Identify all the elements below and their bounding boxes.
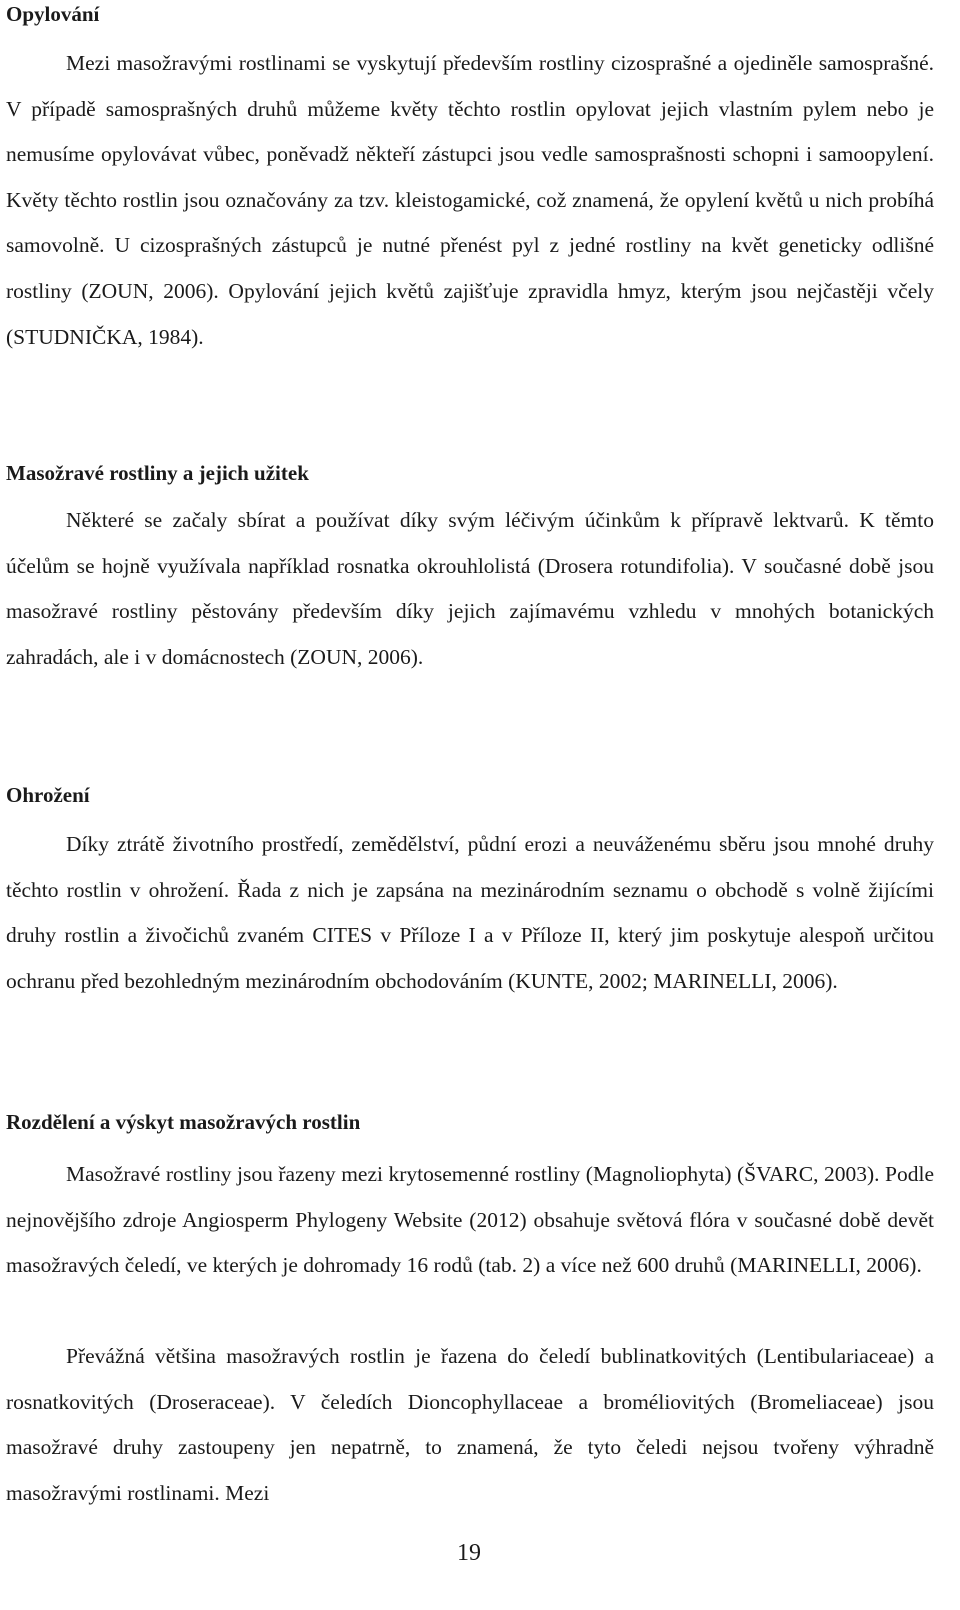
- paragraph-ohrozeni: Díky ztrátě životního prostředí, zemědělství, půdní erozi a neuváženému sběru jsou mnohé druhy těchto rostlin v ohrožení. Řada z nich je zapsána na mezinárodním seznamu o obchodě s volně žijícími druhy rostlin a živočichů zvaném CITES v Příloze I a v Příloze II, který jim poskytuje alespoň určitou ochranu před bezohledným mezinárodním obchodováním (KUNTE, 2002; MARINELLI, 2006).: [6, 832, 934, 993]
- section-heading-ohrozeni: Ohrožení: [6, 783, 90, 807]
- paragraph-opylovani: Mezi masožravými rostlinami se vyskytují především rostliny cizosprašné a ojediněle samosprašné. V případě samosprašných druhů můžeme květy těchto rostlin opylovat jejich vlastním pylem nebo je nemusíme opylovávat vůbec, poněvadž někteří zástupci jsou vedle samosprašnosti schopni i samoopylení. Květy těchto rostlin jsou označovány za tzv. kleistogamické, což znamená, že opylení květů u nich probíhá samovolně. U cizosprašných zástupců je nutné přenést pyl z jedné rostliny na květ geneticky odlišné rostliny (ZOUN, 2006). Opylování jejich květů zajišťuje zpravidla hmyz, kterým jsou nejčastěji včely (STUDNIČKA, 1984).: [6, 51, 934, 349]
- section-heading-opylovani: Opylování: [6, 2, 100, 26]
- section-heading-uzitek: Masožravé rostliny a jejich užitek: [6, 461, 309, 485]
- paragraph-rozdeleni-1: Masožravé rostliny jsou řazeny mezi krytosemenné rostliny (Magnoliophyta) (ŠVARC, 2003). Podle nejnovějšího zdroje Angiosperm Phylogeny Website (2012) obsahuje světová flóra v současné době devět masožravých čeledí, ve kterých je dohromady 16 rodů (tab. 2) a více než 600 druhů (MARINELLI, 2006).: [6, 1162, 934, 1278]
- paragraph-uzitek: Některé se začaly sbírat a používat díky svým léčivým účinkům k přípravě lektvarů. K těmto účelům se hojně využívala například rosnatka okrouhlolistá (Drosera rotundifolia). V současné době jsou masožravé rostliny pěstovány především díky jejich zajímavému vzhledu v mnohých botanických zahradách, ale i v domácnostech (ZOUN, 2006).: [6, 508, 934, 669]
- page-number: 19: [457, 1540, 481, 1566]
- section-heading-rozdeleni: Rozdělení a výskyt masožravých rostlin: [6, 1110, 361, 1134]
- paragraph-rozdeleni-2: Převážná většina masožravých rostlin je řazena do čeledí bublinatkovitých (Lentibulariaceae) a rosnatkovitých (Droseraceae). V čeledích Dioncophyllaceae a broméliovitých (Bromeliaceae) jsou masožravé druhy zastoupeny jen nepatrně, to znamená, že tyto čeledi nejsou tvořeny výhradně masožravými rostlinami. Mezi: [6, 1344, 934, 1505]
